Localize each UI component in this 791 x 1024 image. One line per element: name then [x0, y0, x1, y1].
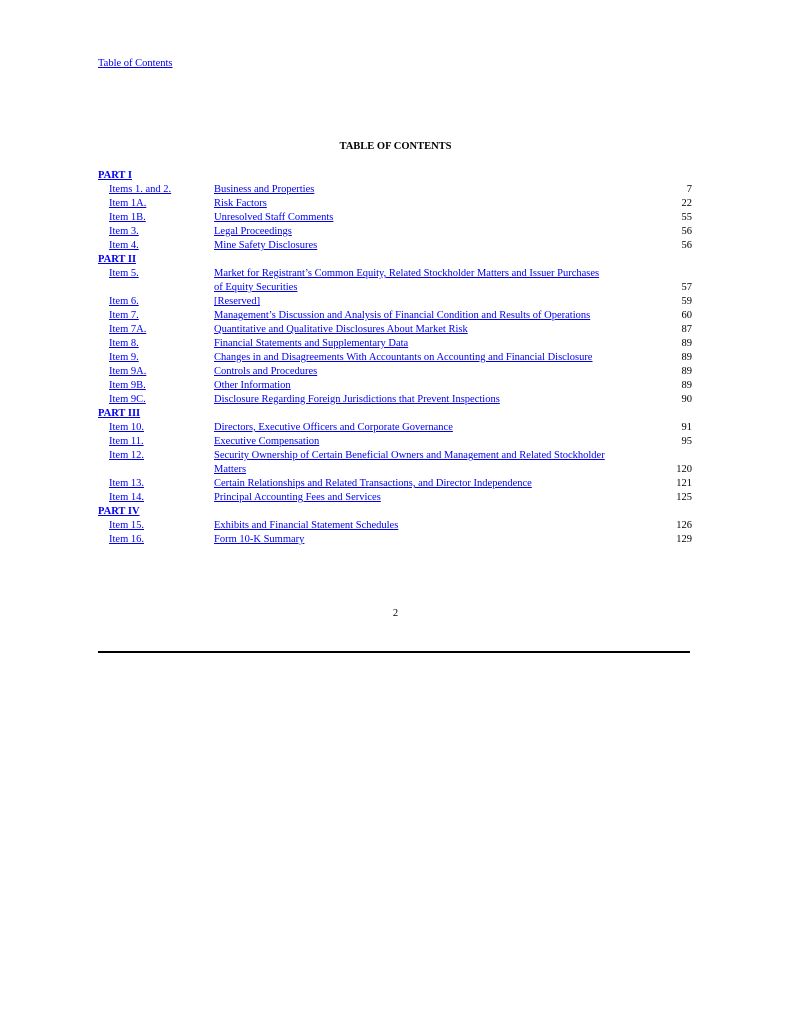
toc-item-number-link[interactable]: Item 13. [109, 478, 144, 489]
toc-entry-title-cell [214, 337, 646, 351]
toc-entry-title-cell [214, 267, 646, 295]
toc-part-heading [98, 407, 692, 421]
table-of-contents-link[interactable]: Table of Contents [98, 58, 173, 69]
toc-entry [98, 393, 692, 407]
toc-page-number: 120 [676, 464, 692, 475]
toc-item-number-link[interactable]: Item 9C. [109, 394, 146, 405]
toc-entry-title-cell [214, 379, 646, 393]
toc-entry-title-cell [214, 197, 646, 211]
toc-item-number-link[interactable]: Item 8. [109, 338, 139, 349]
toc-item-number-link[interactable]: Item 6. [109, 296, 139, 307]
toc-item-number-link[interactable]: Item 7. [109, 310, 139, 321]
toc-part-heading [98, 169, 692, 183]
toc-page-number: 89 [681, 352, 692, 363]
toc-heading: TABLE OF CONTENTS [339, 141, 452, 152]
toc-entry [98, 295, 692, 309]
toc-page-number: 121 [676, 478, 692, 489]
toc-item-number-link[interactable]: Item 9A. [109, 366, 147, 377]
toc-item-number-link[interactable]: Items 1. and 2. [109, 184, 172, 195]
toc-entry-title-cell [214, 183, 646, 197]
toc-item-title-link[interactable]: Executive Compensation [214, 436, 320, 447]
toc-entry-number-cell [98, 309, 214, 323]
toc-part-heading [98, 505, 692, 519]
toc-item-number-link[interactable]: Item 9B. [109, 380, 146, 391]
toc-entry [98, 421, 692, 435]
toc-entry-title-cell [214, 225, 646, 239]
toc-page-number: 89 [681, 366, 692, 377]
toc-item-number-link[interactable]: Item 16. [109, 534, 144, 545]
toc-item-title-link[interactable]: Risk Factors [214, 198, 267, 209]
toc-item-title-link[interactable]: [Reserved] [214, 296, 261, 307]
toc-entry-number-cell [98, 491, 214, 505]
toc-entry-number-cell [98, 239, 214, 253]
toc-page-number: 89 [681, 338, 692, 349]
toc-item-title-link[interactable]: Business and Properties [214, 184, 315, 195]
toc-entry [98, 477, 692, 491]
toc-item-title-link[interactable]: of Equity Securities [214, 282, 298, 293]
toc-entry-title-cell [214, 449, 646, 477]
toc-item-title-link[interactable]: Other Information [214, 380, 291, 391]
toc-item-number-link[interactable]: Item 14. [109, 492, 144, 503]
toc-entry-number-cell [98, 211, 214, 225]
toc-item-number-link[interactable]: Item 3. [109, 226, 139, 237]
toc-item-number-link[interactable]: Item 11. [109, 436, 144, 447]
toc-item-title-link[interactable]: Certain Relationships and Related Transactions, and Director Independence [214, 478, 532, 489]
toc-page-number: 129 [676, 534, 692, 545]
toc-entry-number-cell [98, 323, 214, 337]
toc-entry-title-cell [214, 211, 646, 225]
toc-item-number-link[interactable]: Item 1B. [109, 212, 146, 223]
toc-item-title-link[interactable]: Changes in and Disagreements With Accountants on Accounting and Financial Disclosure [214, 352, 593, 363]
toc-item-title-link[interactable]: Directors, Executive Officers and Corporate Governance [214, 422, 453, 433]
toc-item-title-link[interactable]: Legal Proceedings [214, 226, 292, 237]
toc-page-number: 125 [676, 492, 692, 503]
toc-item-number-link[interactable]: Item 10. [109, 422, 144, 433]
toc-item-title-link[interactable]: Disclosure Regarding Foreign Jurisdictions that Prevent Inspections [214, 394, 500, 405]
toc-part-link[interactable]: PART II [98, 254, 137, 265]
page-number: 2 [392, 608, 399, 619]
toc-page-number: 95 [681, 436, 692, 447]
toc-page-number: 87 [681, 324, 692, 335]
toc-item-title-link[interactable]: Controls and Procedures [214, 366, 318, 377]
toc-item-title-link[interactable]: Form 10-K Summary [214, 534, 305, 545]
toc-item-number-link[interactable]: Item 12. [109, 450, 144, 461]
toc-item-title-link[interactable]: Quantitative and Qualitative Disclosures About Market Risk [214, 324, 468, 335]
toc-entry-title-cell [214, 365, 646, 379]
toc-item-number-link[interactable]: Item 4. [109, 240, 139, 251]
toc-item-title-link[interactable]: Management’s Discussion and Analysis of Financial Condition and Results of Operations [214, 310, 591, 321]
toc-entry-number-cell [98, 379, 214, 393]
toc-entry [98, 323, 692, 337]
toc-entry-title-cell [214, 421, 646, 435]
toc-page-number: 90 [681, 394, 692, 405]
toc-item-number-link[interactable]: Item 1A. [109, 198, 147, 209]
toc-entry-title-cell [214, 295, 646, 309]
toc-page-number: 59 [681, 296, 692, 307]
toc-entry-title-cell [214, 351, 646, 365]
toc-entry [98, 211, 692, 225]
toc-item-title-link[interactable]: Matters [214, 464, 247, 475]
toc-entry-number-cell [98, 393, 214, 407]
toc-entry [98, 351, 692, 365]
toc-entry [98, 519, 692, 533]
toc-item-number-link[interactable]: Item 9. [109, 352, 139, 363]
toc-item-number-link[interactable]: Item 5. [109, 268, 139, 279]
toc-page-number: 60 [681, 310, 692, 321]
toc-entry [98, 379, 692, 393]
toc-part-link[interactable]: PART IV [98, 506, 140, 517]
toc-entry-number-cell [98, 183, 214, 197]
toc-item-number-link[interactable]: Item 15. [109, 520, 144, 531]
toc-entry-number-cell [98, 365, 214, 379]
toc-entry-title-cell [214, 491, 646, 505]
toc-entry-number-cell [98, 449, 214, 463]
toc-item-title-link[interactable]: Unresolved Staff Comments [214, 212, 334, 223]
toc-entry-title-cell [214, 323, 646, 337]
toc-item-title-link[interactable]: Market for Registrant’s Common Equity, Related Stockholder Matters and Issuer Purchases [214, 268, 600, 279]
toc-entry [98, 267, 692, 295]
toc-entry-number-cell [98, 435, 214, 449]
toc-entry-number-cell [98, 225, 214, 239]
toc-part-heading [98, 253, 692, 267]
toc-entry [98, 435, 692, 449]
toc-entry-number-cell [98, 421, 214, 435]
toc-part-link[interactable]: PART I [98, 170, 132, 181]
toc-entry-title-cell [214, 393, 646, 407]
toc-entry-number-cell [98, 533, 214, 547]
toc-entry-title-cell [214, 435, 646, 449]
toc-entry [98, 197, 692, 211]
toc-entry [98, 183, 692, 197]
toc-entry [98, 239, 692, 253]
toc-item-title-link[interactable]: Security Ownership of Certain Beneficial Owners and Management and Related Stockholder [214, 450, 605, 461]
toc-entry [98, 533, 692, 547]
toc-item-title-link[interactable]: Mine Safety Disclosures [214, 240, 318, 251]
toc-item-title-link[interactable]: Financial Statements and Supplementary Data [214, 338, 409, 349]
toc-entry-title-cell [214, 519, 646, 533]
toc-entry [98, 309, 692, 323]
toc-page-number: 56 [681, 226, 692, 237]
toc-entry-number-cell [98, 295, 214, 309]
toc-page-number: 55 [681, 212, 692, 223]
toc-page-number: 7 [686, 184, 692, 195]
toc-entry [98, 449, 692, 477]
toc-entry-title-cell [214, 533, 646, 547]
toc-entry [98, 225, 692, 239]
toc-entry-number-cell [98, 351, 214, 365]
toc-entry-number-cell [98, 477, 214, 491]
toc-entry [98, 337, 692, 351]
toc-page-number: 91 [681, 422, 692, 433]
toc-page-number: 22 [681, 198, 692, 209]
toc-entry-number-cell [98, 519, 214, 533]
toc-entry-title-cell [214, 477, 646, 491]
toc-entry-number-cell [98, 267, 214, 281]
toc-entry [98, 491, 692, 505]
toc-page-number: 126 [676, 520, 692, 531]
toc-item-number-link[interactable]: Item 7A. [109, 324, 147, 335]
toc-page-number: 57 [681, 282, 692, 293]
toc-entry-title-cell [214, 309, 646, 323]
toc-item-title-link[interactable]: Principal Accounting Fees and Services [214, 492, 381, 503]
table-of-contents [98, 169, 692, 547]
toc-entry-number-cell [98, 197, 214, 211]
toc-page-number: 56 [681, 240, 692, 251]
toc-page-number: 89 [681, 380, 692, 391]
toc-entry [98, 365, 692, 379]
toc-entry-number-cell [98, 337, 214, 351]
page-divider [98, 651, 690, 653]
toc-part-link[interactable]: PART III [98, 408, 141, 419]
toc-entry-title-cell [214, 239, 646, 253]
toc-item-title-link[interactable]: Exhibits and Financial Statement Schedules [214, 520, 399, 531]
